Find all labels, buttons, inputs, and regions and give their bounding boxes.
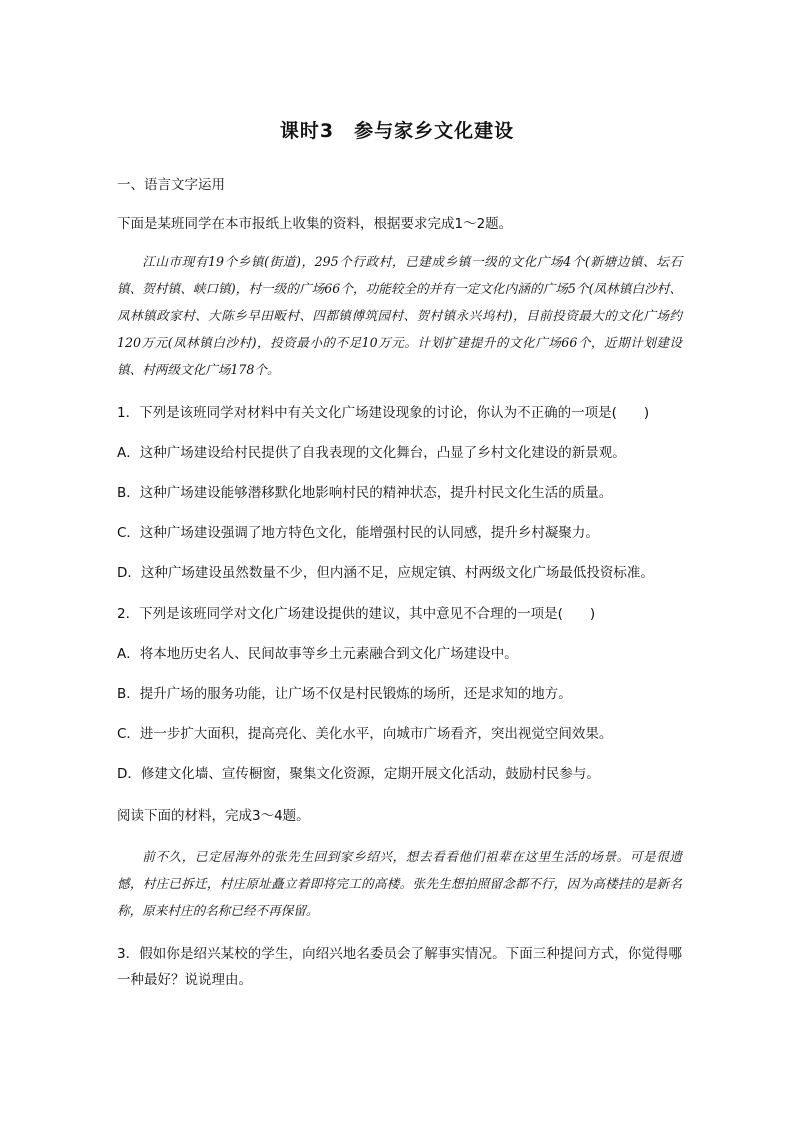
instruction-1: 下面是某班同学在本市报纸上收集的资料，根据要求完成1～2题。: [117, 216, 513, 232]
lesson-title: 课时3 参与家乡文化建设: [279, 120, 515, 142]
option-d: D．这种广场建设虽然数量不少，但内涵不足，应规定镇、村两级文化广场最低投资标准。: [117, 565, 654, 581]
question-stem: 1．下列是该班同学对材料中有关文化广场建设现象的讨论，你认为不正确的一项是( ): [117, 405, 650, 421]
option-d: D．修建文化墙、宣传橱窗，聚集文化资源，定期开展文化活动，鼓励村民参与。: [117, 766, 600, 782]
passage-1-text: 江山市现有19个乡镇(街道)，295个行政村，已建成乡镇一级的文化广场4个(新塘边镇、坛石镇、贺村镇、峡口镇)，村一级的广场66个，功能较全的并有一定文化内涵的广场5个(凤林镇白沙村、凤林镇政家村、大陈乡早田畈村、四都镇傅筑园村、贺村镇永兴坞村)，目前投资最大的文化广场约120万元(凤林镇白沙村)，投资最小的不足10万元。计划扩建提升的文化广场66个，近期计划建设镇、村两级文化广场178个。: [117, 254, 682, 377]
question-2: [117, 601, 682, 801]
question-1: [117, 400, 682, 600]
reading-passage-1: [117, 248, 682, 383]
instruction-2: 阅读下面的材料，完成3～4题。: [117, 808, 310, 824]
section-heading: 一、语言文字运用: [117, 177, 225, 193]
option-c: C．进一步扩大面积，提高亮化、美化水平，向城市广场看齐，突出视觉空间效果。: [117, 726, 613, 742]
option-a: A．将本地历史名人、民间故事等乡土元素融合到文化广场建设中。: [117, 646, 518, 662]
passage-2-text: 前不久，已定居海外的张先生回到家乡绍兴，想去看看他们祖辈在这里生活的场景。可是很遗憾，村庄已拆迁，村庄原址矗立着即将完工的高楼。张先生想拍照留念都不行，因为高楼挂的是新名称，原来村庄的名称已经不再保留。: [117, 849, 682, 918]
option-c: C．这种广场建设强调了地方特色文化，能增强村民的认同感，提升乡村凝聚力。: [117, 525, 599, 541]
reading-passage-2: [117, 843, 682, 924]
option-a: A．这种广场建设给村民提供了自我表现的文化舞台，凸显了乡村文化建设的新景观。: [117, 445, 626, 461]
question-stem: 3．假如你是绍兴某校的学生，向绍兴地名委员会了解事实情况。下面三种提问方式，你觉得哪一种最好？说说理由。: [117, 946, 682, 988]
question-3: [117, 941, 682, 993]
option-b: B．提升广场的服务功能，让广场不仅是村民锻炼的场所，还是求知的地方。: [117, 686, 572, 702]
option-b: B．这种广场建设能够潜移默化地影响村民的精神状态，提升村民文化生活的质量。: [117, 485, 613, 501]
question-stem: 2．下列是该班同学对文化广场建设提供的建议，其中意见不合理的一项是( ): [117, 606, 596, 622]
